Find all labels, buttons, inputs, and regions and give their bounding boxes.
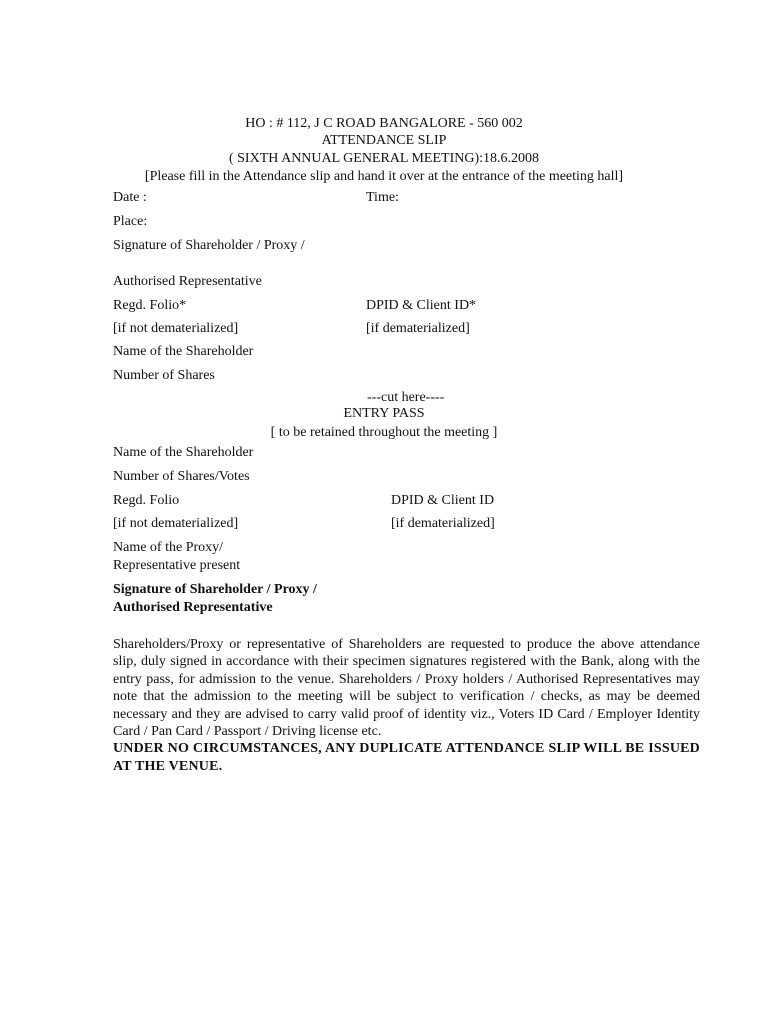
dpid-label: DPID & Client ID* bbox=[366, 298, 477, 313]
date-label: Date : bbox=[113, 190, 147, 205]
header-title: ATTENDANCE SLIP bbox=[321, 133, 447, 148]
place-label: Place: bbox=[113, 214, 148, 229]
proxy-name-label: Name of the Proxy/ bbox=[113, 540, 224, 555]
notice-warning: UNDER NO CIRCUMSTANCES, ANY DUPLICATE ATTENDANCE SLIP WILL BE ISSUED AT THE VENUE. bbox=[113, 741, 700, 775]
notice-paragraph bbox=[113, 636, 700, 776]
folio-note: [if not dematerialized] bbox=[113, 321, 239, 336]
entry-authorised-label: Authorised Representative bbox=[113, 600, 273, 615]
representative-present-label: Representative present bbox=[113, 558, 241, 573]
header-meeting: ( SIXTH ANNUAL GENERAL MEETING):18.6.2008 bbox=[228, 151, 540, 166]
entry-dpid-note: [if dematerialized] bbox=[391, 516, 495, 531]
entry-folio-note: [if not dematerialized] bbox=[113, 516, 239, 531]
dpid-note: [if dematerialized] bbox=[366, 321, 470, 336]
entry-signature-label: Signature of Shareholder / Proxy / bbox=[113, 582, 317, 597]
entry-folio-label: Regd. Folio bbox=[113, 493, 180, 508]
entry-pass-title: ENTRY PASS bbox=[343, 406, 425, 421]
signature-label: Signature of Shareholder / Proxy / bbox=[113, 238, 305, 253]
header-address: HO : # 112, J C ROAD BANGALORE - 560 002 bbox=[245, 116, 523, 131]
entry-dpid-label: DPID & Client ID bbox=[391, 493, 495, 508]
folio-label: Regd. Folio* bbox=[113, 298, 187, 313]
notice-body: Shareholders/Proxy or representative of Shareholders are requested to produce the above attendance slip, duly signed in accordance with their specimen signatures registered with the Bank, along with the entry pass, for admission to the venue. Shareholders / Proxy holders / Authorised Representatives may note that the admission to the meeting will be subject to verification / checks, as may be deemed necessary and they are advised to carry valid proof of identity viz., Voters ID Card / Employer Identity Card / Pan Card / Passport / Driving license etc. bbox=[113, 637, 700, 740]
entry-shares-votes-label: Number of Shares/Votes bbox=[113, 469, 250, 484]
authorised-label: Authorised Representative bbox=[113, 274, 262, 289]
retain-note: [ to be retained throughout the meeting ] bbox=[270, 425, 498, 440]
header-instruction: [Please fill in the Attendance slip and hand it over at the entrance of the meeting hall] bbox=[144, 169, 624, 184]
shares-label: Number of Shares bbox=[113, 368, 215, 383]
cut-here-text: ---cut here---- bbox=[367, 390, 445, 405]
time-label: Time: bbox=[366, 190, 399, 205]
shareholder-name-label: Name of the Shareholder bbox=[113, 344, 254, 359]
entry-shareholder-name-label: Name of the Shareholder bbox=[113, 445, 254, 460]
